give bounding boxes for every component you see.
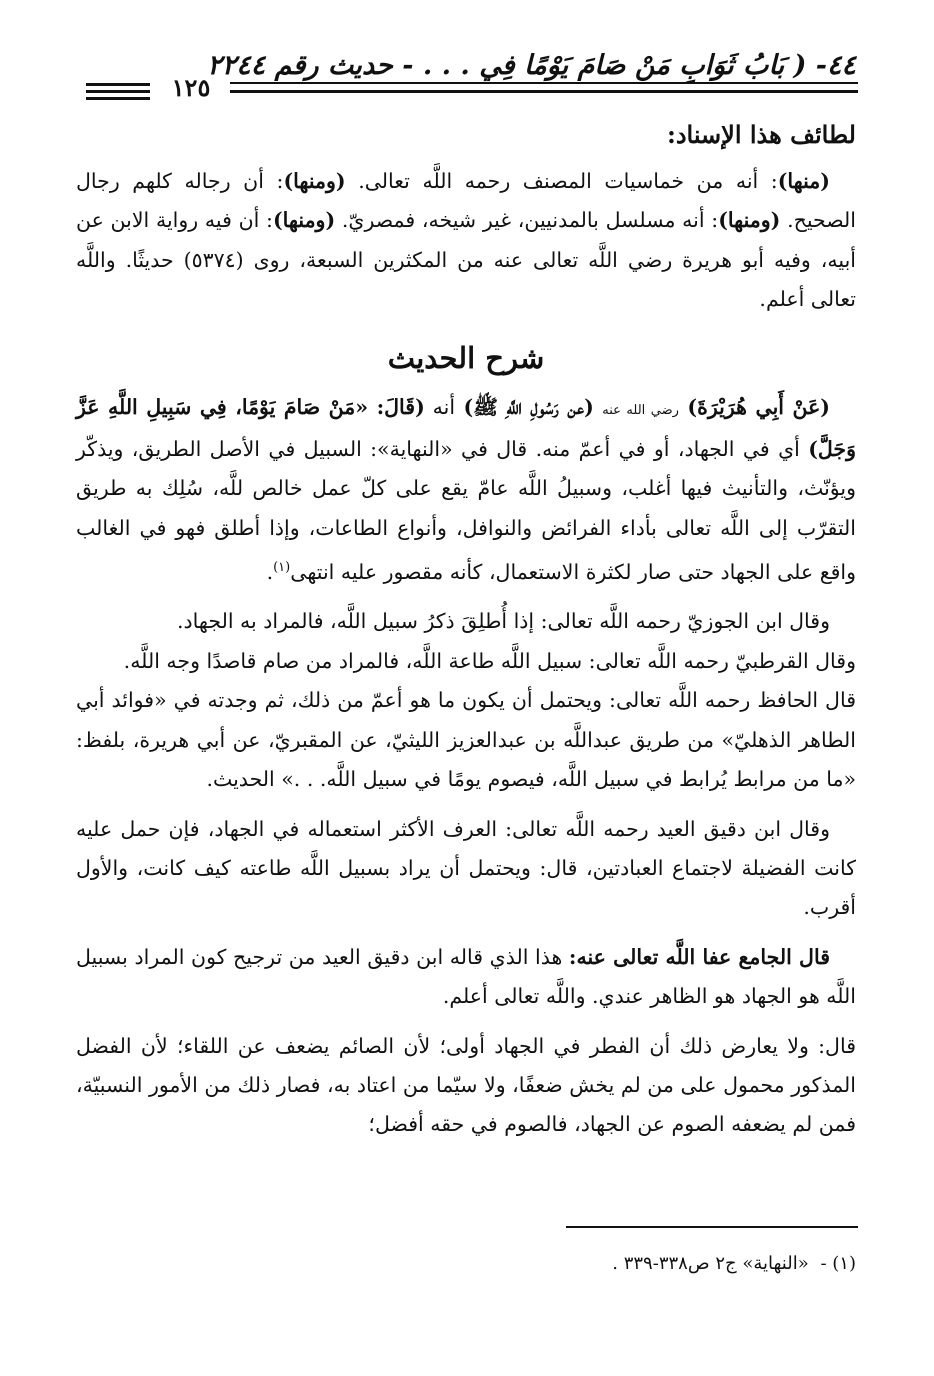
footnote-mark: (١) -: [820, 1253, 856, 1274]
honorific: رضي الله عنه: [602, 402, 679, 418]
commentary-paragraph: وقال ابن دقيق العيد رحمه اللَّه تعالى: العرف الأكثر استعماله في الجهاد، فإن حمل عليه كانت الفضيلة لاجتماع العبادتين، قال: ويحتمل أن يراد بسبيل اللَّه طاعته كيف كانت، والأول أقرب.: [76, 816, 856, 920]
running-header-title: ٤٤- ( بَابُ ثَوَابِ مَنْ صَامَ يَوْمًا فِي . . . - حديث رقم ٢٢٤٤: [207, 50, 856, 81]
text-run: أي في الجهاد، أو في أعمّ منه. قال في «النهاية»: السبيل في الأصل الطريق، ويذكّر ويؤنّث، والتأنيث فيها أغلب، وسبيلُ اللَّه عامّ يقع على كلّ عمل خالص للَّه، سُلِك به طريق التقرّب إلى اللَّه تعالى بأداء الفرائض والنوافل، وأنواع الطاعات، وإذا أطلق فهو في الغالب واقع على الجهاد حتى صار لكثرة الاستعمال، كأنه مقصور عليه انتهى: [76, 437, 856, 585]
footnote: [76, 1248, 856, 1280]
hadith-quote: (قَالَ: «مَنْ صَامَ يَوْمًا، فِي سَبِيلِ اللَّهِ عَزَّ وَجَلَّ): [76, 394, 856, 462]
term-minha: (منها): [777, 169, 830, 193]
footnote-separator: [566, 1226, 858, 1228]
jami-opinion-paragraph: [76, 938, 856, 1017]
commentary-paragraph: [76, 602, 856, 799]
text-run: هذا الذي قاله ابن دقيق العيد من ترجيح كون المراد بسبيل اللَّه هو الجهاد هو الظاهر عندي. واللَّه تعالى أعلم.: [76, 944, 856, 1009]
commentary-paragraph: قال: ولا يعارض ذلك أن الفطر في الجهاد أولى؛ لأن الصائم يضعف عن اللقاء؛ لأن الفضل المذكور محمول على من لم يخش ضعفًا، ولا سيّما من اعتاد به، فصار ذلك من الأمور النسبيّة، فمن لم يضعفه الصوم عن الجهاد، فالصوم في حقه أفضل؛: [76, 1033, 856, 1137]
text-run: : أن رجاله كلهم رجال الصحيح.: [76, 169, 856, 233]
text-run: : أن فيه رواية الابن عن أبيه، وفيه أبو هريرة رضي اللَّه تعالى عنه من المكثرين السبعة، روى (٥٣٧٤) حديثًا. واللَّه تعالى أعلم.: [76, 208, 856, 312]
hadith-quote: (عَنْ أَبِي هُرَيْرَةَ): [678, 394, 831, 419]
jami-label: قال الجامع عفا اللَّه تعالى عنه:: [568, 944, 830, 969]
section-heading-sharh: شرح الحديث: [387, 340, 545, 375]
page-number-rule: [86, 83, 150, 86]
text-line: قال الحافظ رحمه اللَّه تعالى: ويحتمل أن يكون ما هو أعمّ من ذلك، ثم وجدته في «فوائد أبي الطاهر الذهليّ» من طريق عبداللَّه بن عبدالعزيز الليثيّ، عن المقبريّ، عن أبي هريرة، بلفظ: «ما من مرابط يُرابط في سبيل اللَّه، فيصوم يومًا في سبيل اللَّه. . .» الحديث.: [76, 688, 856, 792]
page-number: ١٢٥: [171, 73, 211, 102]
main-text: [76, 112, 856, 1155]
footnote-ref: (١): [273, 560, 291, 576]
hadith-quote: (عن رَسُولِ اللَّهِ ﷺ): [455, 394, 603, 419]
page-number-rule: [86, 97, 150, 100]
footnote-text: «النهاية» ج٢ ص٣٣٨-٣٣٩ .: [612, 1253, 809, 1274]
page-number-rule: [86, 90, 150, 93]
header-rule: [230, 90, 858, 93]
text-line: وقال ابن الجوزيّ رحمه اللَّه تعالى: إذا أُطلِقَ ذكرُ سبيل اللَّه، فالمراد به الجهاد.: [177, 609, 830, 634]
isnad-paragraph: [76, 162, 856, 320]
term-wa-minha: (ومنها): [283, 169, 346, 193]
text-run: : أنه من خماسيات المصنف رحمه اللَّه تعالى.: [345, 169, 778, 193]
hadith-paragraph: [76, 388, 856, 593]
text-run: : أنه مسلسل بالمدنيين، غير شيخه، فمصريّ.: [335, 208, 719, 233]
text-line: وقال القرطبيّ رحمه اللَّه تعالى: سبيل اللَّه طاعة اللَّه، فالمراد من صام قاصدًا وجه اللَّه.: [123, 648, 856, 673]
section-heading-isnad: لطائف هذا الإسناد:: [666, 120, 856, 149]
text-run: أنه: [424, 394, 456, 419]
text-run: .: [266, 560, 274, 585]
term-wa-minha: (ومنها): [272, 208, 336, 233]
term-wa-minha: (ومنها): [718, 208, 781, 233]
header-rule: [230, 82, 858, 84]
